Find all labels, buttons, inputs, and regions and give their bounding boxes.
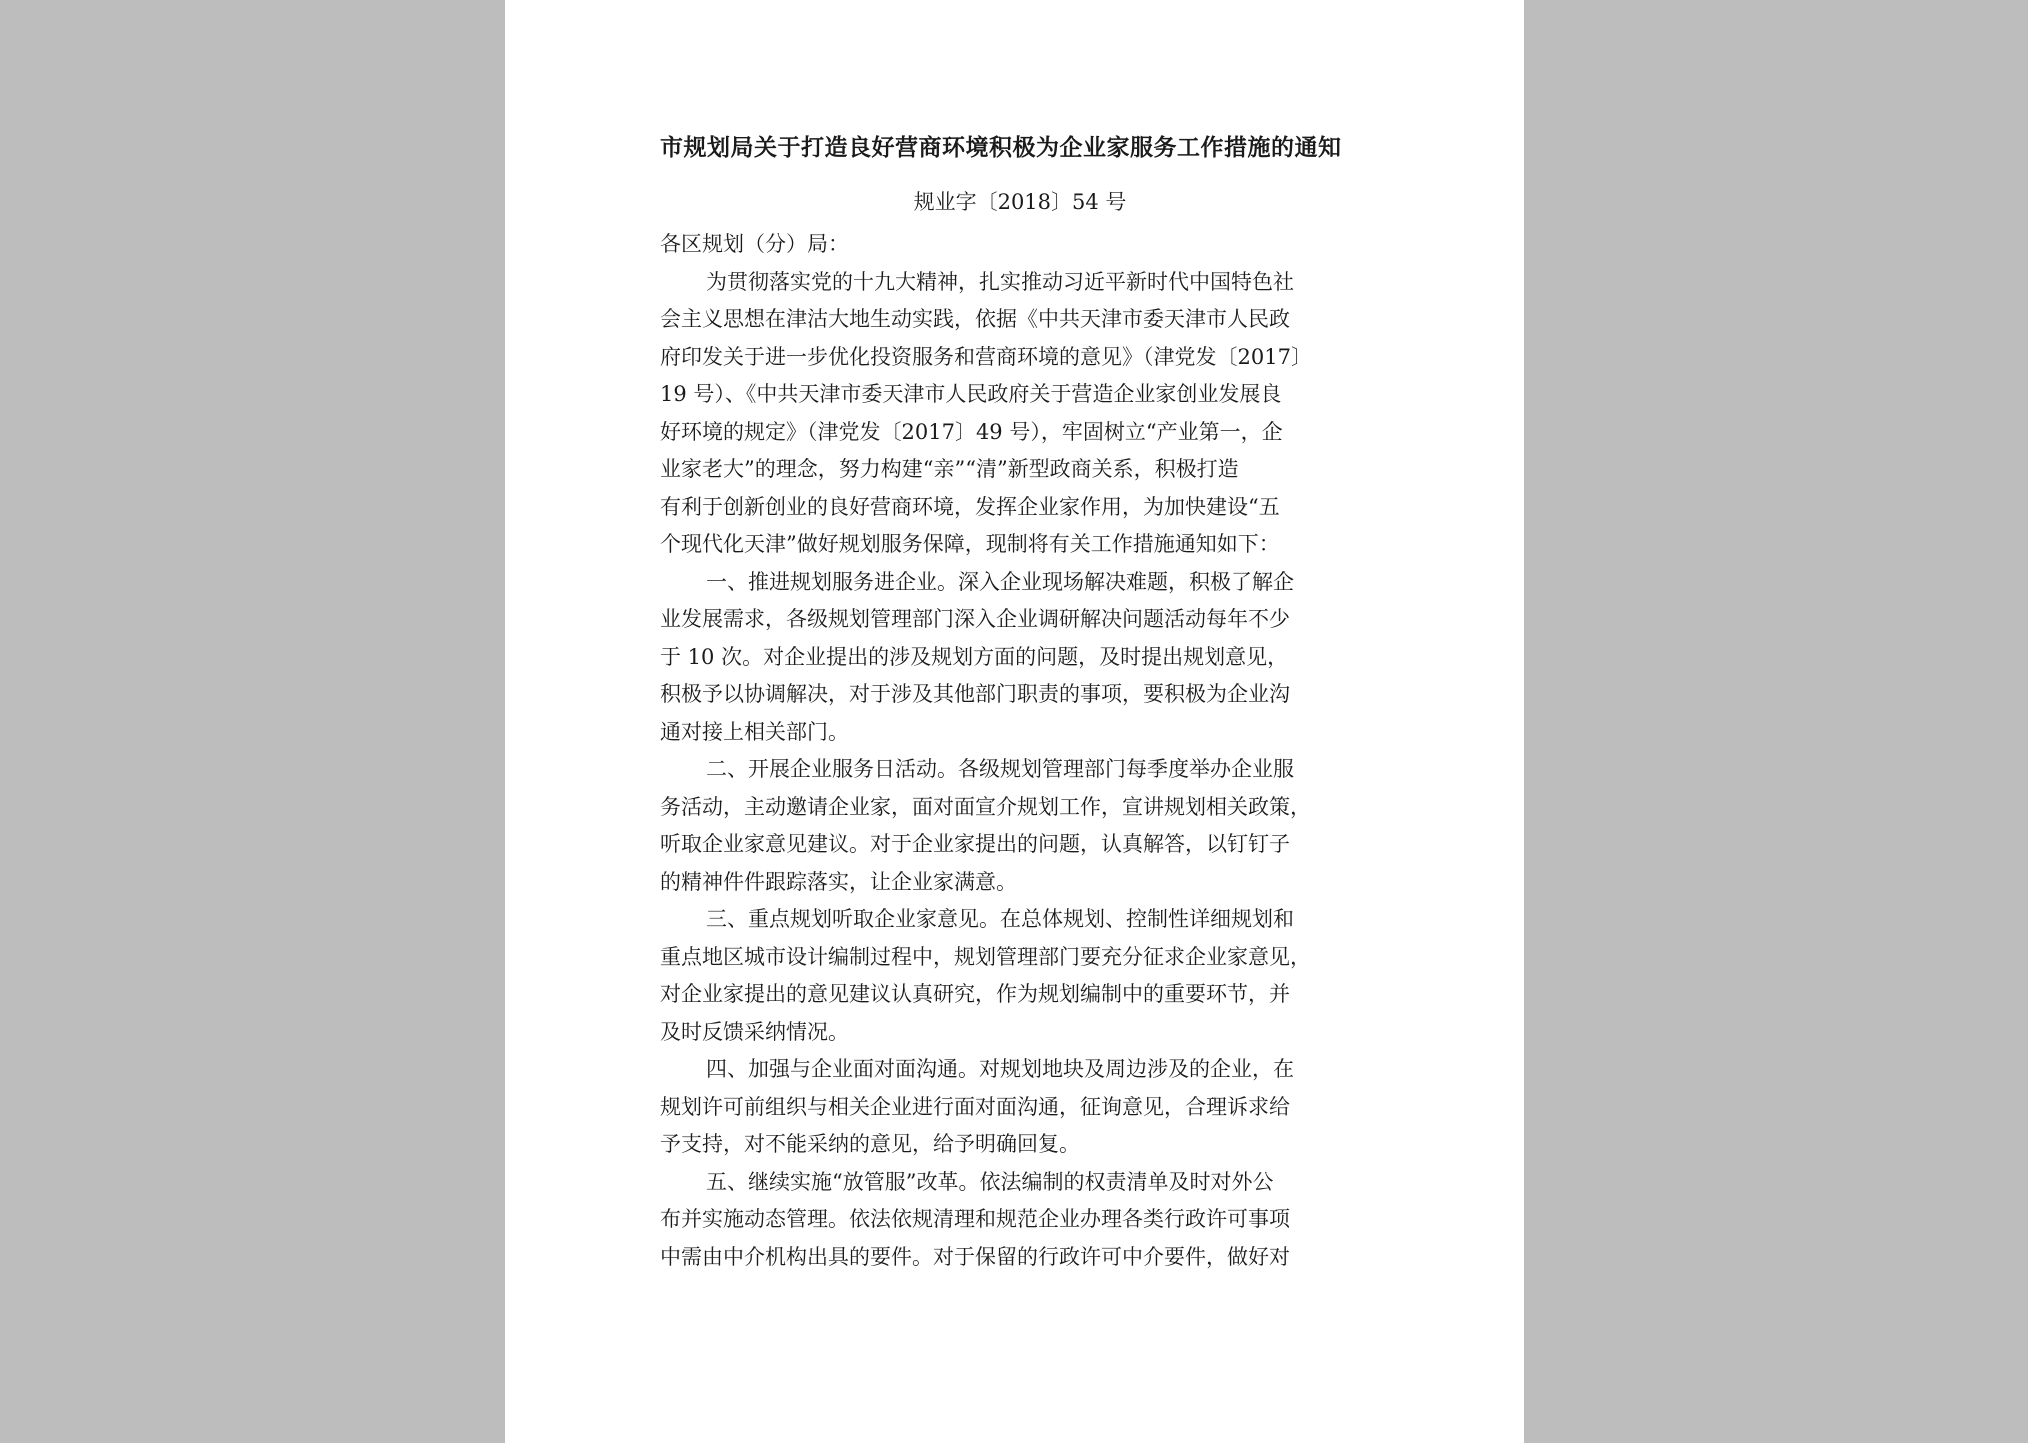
paragraph-line: 府印发关于进一步优化投资服务和营商环境的意见》（津党发〔2017〕 — [660, 344, 1312, 369]
paragraph-line: 务活动，主动邀请企业家，面对面宣介规划工作，宣讲规划相关政策， — [660, 794, 1311, 819]
paragraph-line: 五、继续实施“放管服”改革。依法编制的权责清单及时对外公 — [706, 1169, 1274, 1194]
paragraph-line: 三、重点规划听取企业家意见。在总体规划、控制性详细规划和 — [706, 907, 1294, 931]
paragraph-line: 布并实施动态管理。依法依规清理和规范企业办理各类行政许可事项 — [660, 1207, 1290, 1231]
paragraph-measure-5 — [660, 1164, 1380, 1277]
paragraph-line: 业家老大”的理念，努力构建“亲”“清”新型政商关系，积极打造 — [660, 457, 1239, 481]
paragraph-line: 会主义思想在津沽大地生动实践，依据《中共天津市委天津市人民政 — [660, 307, 1290, 331]
paragraph-line: 及时反馈采纳情况。 — [660, 1019, 849, 1044]
paragraph-line: 听取企业家意见建议。对于企业家提出的问题，认真解答，以钉钉子 — [660, 832, 1290, 856]
addressee: 各区规划（分）局： — [660, 232, 849, 256]
paragraph-line: 一、推进规划服务进企业。深入企业现场解决难题，积极了解企 — [706, 569, 1294, 594]
paragraph-line: 二、开展企业服务日活动。各级规划管理部门每季度举办企业服 — [706, 757, 1294, 781]
paragraph-measure-1 — [660, 564, 1380, 752]
document-title: 市规划局关于打造良好营商环境积极为企业家服务工作措施的通知 — [660, 134, 1342, 161]
paragraph-line: 中需由中介机构出具的要件。对于保留的行政许可中介要件，做好对 — [660, 1244, 1290, 1269]
paragraph-line: 规划许可前组织与相关企业进行面对面沟通，征询意见，合理诉求给 — [660, 1094, 1290, 1119]
paragraph-line: 业发展需求，各级规划管理部门深入企业调研解决问题活动每年不少 — [660, 607, 1290, 631]
paragraph-line: 积极予以协调解决，对于涉及其他部门职责的事项，要积极为企业沟 — [660, 682, 1290, 706]
document-page — [505, 0, 1524, 1443]
paragraph-line: 有利于创新创业的良好营商环境，发挥企业家作用，为加快建设“五 — [660, 494, 1280, 519]
paragraph-line: 个现代化天津”做好规划服务保障，现制将有关工作措施通知如下： — [660, 532, 1280, 556]
paragraph-line: 于 10 次。对企业提出的涉及规划方面的问题，及时提出规划意见， — [660, 644, 1289, 669]
paragraph-line: 予支持，对不能采纳的意见，给予明确回复。 — [660, 1132, 1080, 1156]
paragraph-line: 19 号）、《中共天津市委天津市人民政府关于营造企业家创业发展良 — [660, 382, 1282, 406]
paragraph-line: 通对接上相关部门。 — [660, 719, 849, 744]
document-number: 规业字〔2018〕54 号 — [913, 190, 1127, 214]
paragraph-line: 为贯彻落实党的十九大精神，扎实推动习近平新时代中国特色社 — [706, 269, 1294, 294]
paragraph-measure-4 — [660, 1051, 1380, 1164]
paragraph-line: 好环境的规定》（津党发〔2017〕49 号），牢固树立“产业第一，企 — [660, 419, 1283, 444]
page-content — [660, 118, 1380, 1276]
paragraph-line: 重点地区城市设计编制过程中，规划管理部门要充分征求企业家意见， — [660, 944, 1311, 969]
paragraph-intro — [660, 264, 1380, 564]
paragraph-line: 四、加强与企业面对面沟通。对规划地块及周边涉及的企业，在 — [706, 1057, 1294, 1081]
paragraph-measure-2 — [660, 751, 1380, 901]
paragraph-line: 的精神件件跟踪落实，让企业家满意。 — [660, 869, 1017, 894]
paragraph-measure-3 — [660, 901, 1380, 1051]
paragraph-line: 对企业家提出的意见建议认真研究，作为规划编制中的重要环节，并 — [660, 982, 1290, 1006]
